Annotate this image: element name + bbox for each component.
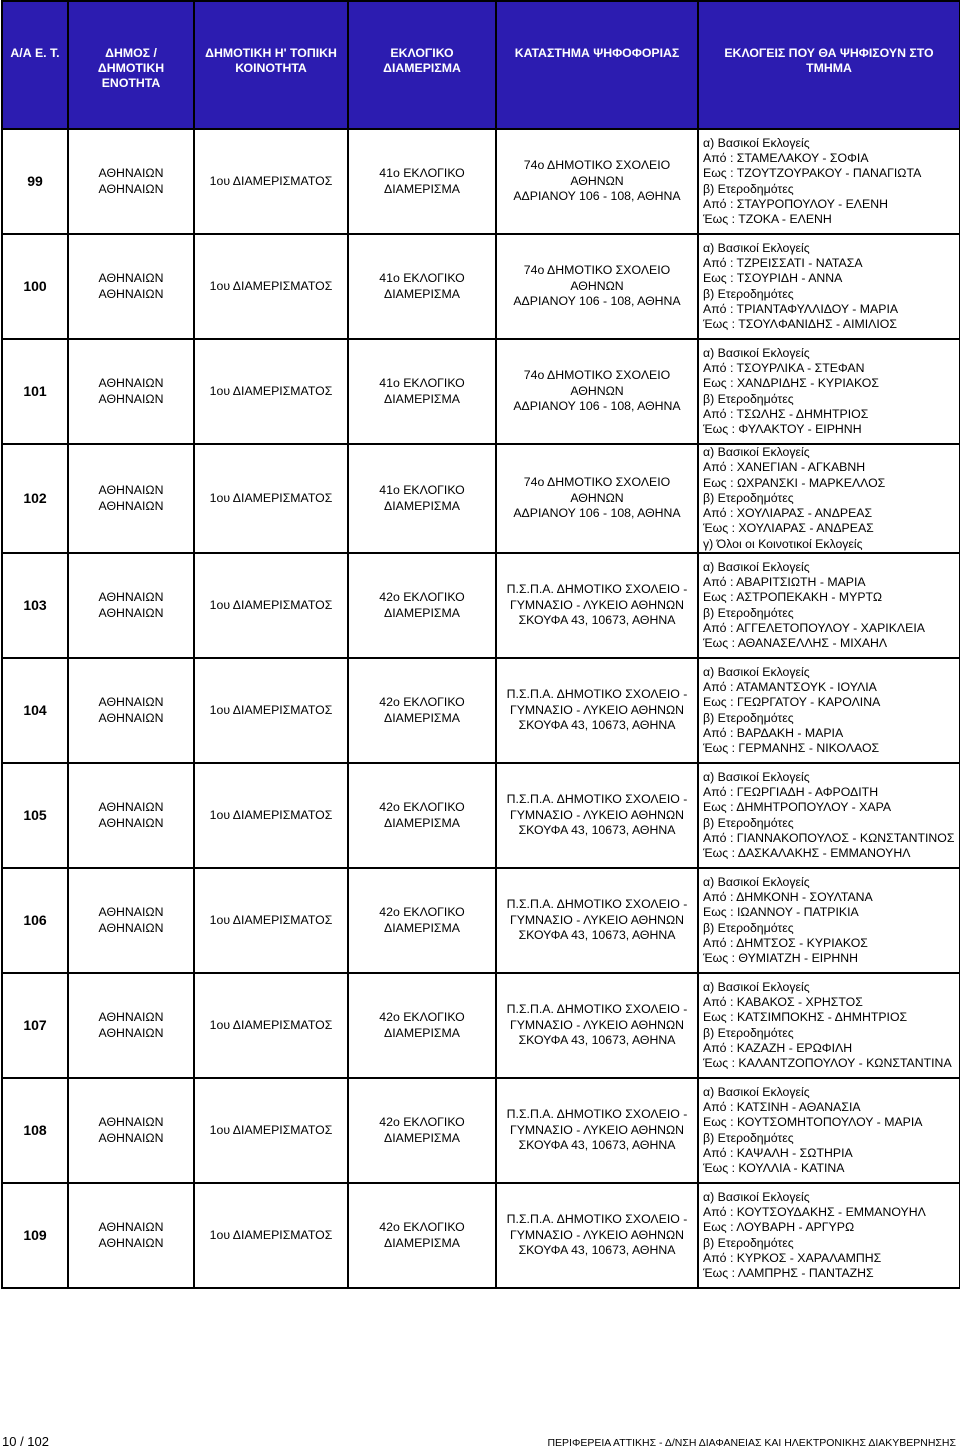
district-line: ΔΙΑΜΕΡΙΣΜΑ xyxy=(384,391,460,406)
col-header-diamerisma: ΕΚΛΟΓΙΚΟ ΔΙΑΜΕΡΙΣΜΑ xyxy=(348,1,496,129)
voters-line: α) Βασικοί Εκλογείς xyxy=(703,664,810,679)
voters-line: α) Βασικοί Εκλογείς xyxy=(703,769,810,784)
municipality-line: ΑΘΗΝΑΙΩΝ xyxy=(98,181,164,196)
municipality-line: ΑΘΗΝΑΙΩΝ xyxy=(98,1025,164,1040)
community-cell: 1ου ΔΙΑΜΕΡΙΣΜΑΤΟΣ xyxy=(194,1078,348,1183)
voters-line: Έως : ΚΟΥΛΛΙΑ - ΚΑΤΙΝΑ xyxy=(703,1161,845,1176)
district-line: ΔΙΑΜΕΡΙΣΜΑ xyxy=(384,1025,460,1040)
voters-cell xyxy=(698,444,960,553)
voters-line: Εως : ΩΧΡΑΝΣΚΙ - ΜΑΡΚΕΛΛΟΣ xyxy=(703,475,886,490)
voters-line: Από : ΣΤΑΜΕΛΑΚΟΥ - ΣΟΦΙΑ xyxy=(703,150,869,165)
voters-line: Από : ΤΖΡΕΙΣΣΑΤΙ - ΝΑΤΑΣΑ xyxy=(703,255,863,270)
district-cell xyxy=(348,868,496,973)
municipality-line: ΑΘΗΝΑΙΩΝ xyxy=(98,1115,164,1130)
municipality-cell xyxy=(68,658,194,763)
district-cell xyxy=(348,444,496,553)
voters-cell xyxy=(698,868,960,973)
polling-station-line: ΣΚΟΥΦΑ 43, 10673, ΑΘΗΝΑ xyxy=(518,823,676,838)
row-number: 103 xyxy=(2,553,68,658)
voters-line: Από : ΔΗΜΤΣΟΣ - ΚΥΡΙΑΚΟΣ xyxy=(703,935,868,950)
voters-line: Εως : ΤΣΟΥΡΙΔΗ - ΑΝΝΑ xyxy=(703,271,843,286)
voters-cell xyxy=(698,553,960,658)
municipality-cell xyxy=(68,973,194,1078)
voters-cell xyxy=(698,129,960,234)
voters-line: α) Βασικοί Εκλογείς xyxy=(703,874,810,889)
table-row xyxy=(2,234,960,339)
voters-line: Έως : ΚΑΛΑΝΤΖΟΠΟΥΛΟΥ - ΚΩΝΣΤΑΝΤΙΝΑ xyxy=(703,1056,952,1071)
polling-station-cell xyxy=(496,129,698,234)
voters-line: Από : ΚΑΤΣΙΝΗ - ΑΘΑΝΑΣΙΑ xyxy=(703,1099,861,1114)
polling-station-cell xyxy=(496,763,698,868)
polling-station-cell xyxy=(496,444,698,553)
polling-station-line: ΑΔΡΙΑΝΟΥ 106 - 108, ΑΘΗΝΑ xyxy=(513,189,681,204)
district-line: 42ο ΕΚΛΟΓΙΚΟ xyxy=(379,1010,465,1025)
community-cell: 1ου ΔΙΑΜΕΡΙΣΜΑΤΟΣ xyxy=(194,868,348,973)
municipality-line: ΑΘΗΝΑΙΩΝ xyxy=(98,605,164,620)
polling-station-line: 74ο ΔΗΜΟΤΙΚΟ ΣΧΟΛΕΙΟ xyxy=(523,263,671,278)
polling-station-cell xyxy=(496,973,698,1078)
district-line: ΔΙΑΜΕΡΙΣΜΑ xyxy=(384,1235,460,1250)
voters-line: Εως : ΑΣΤΡΟΠΕΚΑΚΗ - ΜΥΡΤΩ xyxy=(703,590,883,605)
polling-station-line: ΣΚΟΥΦΑ 43, 10673, ΑΘΗΝΑ xyxy=(518,1243,676,1258)
municipality-line: ΑΘΗΝΑΙΩΝ xyxy=(98,1235,164,1250)
voters-line: Από : ΚΑΒΑΚΟΣ - ΧΡΗΣΤΟΣ xyxy=(703,994,863,1009)
district-line: 42ο ΕΚΛΟΓΙΚΟ xyxy=(379,905,465,920)
polling-station-line: Π.Σ.Π.Α. ΔΗΜΟΤΙΚΟ ΣΧΟΛΕΙΟ - xyxy=(506,687,688,702)
voters-line: Από : ΒΑΡΔΑΚΗ - ΜΑΡΙΑ xyxy=(703,725,844,740)
polling-station-line: ΣΚΟΥΦΑ 43, 10673, ΑΘΗΝΑ xyxy=(518,1033,676,1048)
district-cell xyxy=(348,658,496,763)
municipality-line: ΑΘΗΝΑΙΩΝ xyxy=(98,815,164,830)
polling-station-cell xyxy=(496,553,698,658)
municipality-line: ΑΘΗΝΑΙΩΝ xyxy=(98,590,164,605)
row-number: 102 xyxy=(2,444,68,553)
polling-station-line: 74ο ΔΗΜΟΤΙΚΟ ΣΧΟΛΕΙΟ xyxy=(523,368,671,383)
col-header-katastima: ΚΑΤΑΣΤΗΜΑ ΨΗΦΟΦΟΡΙΑΣ xyxy=(496,1,698,129)
community-cell: 1ου ΔΙΑΜΕΡΙΣΜΑΤΟΣ xyxy=(194,234,348,339)
voters-cell xyxy=(698,763,960,868)
organization-name: ΠΕΡΙΦΕΡΕΙΑ ΑΤΤΙΚΗΣ - Δ/ΝΣΗ ΔΙΑΦΑΝΕΙΑΣ ΚΑΙ ΗΛΕΚΤΡΟΝΙΚΗΣ ΔΙΑΚΥΒΕΡΝΗΣΗΣ xyxy=(547,1437,956,1449)
municipality-line: ΑΘΗΝΑΙΩΝ xyxy=(98,271,164,286)
district-cell xyxy=(348,763,496,868)
district-cell xyxy=(348,1078,496,1183)
page-number: 10 / 102 xyxy=(2,1434,49,1449)
polling-station-line: Π.Σ.Π.Α. ΔΗΜΟΤΙΚΟ ΣΧΟΛΕΙΟ - xyxy=(506,897,688,912)
district-line: ΔΙΑΜΕΡΙΣΜΑ xyxy=(384,1130,460,1145)
district-line: 41ο ΕΚΛΟΓΙΚΟ xyxy=(379,271,465,286)
polling-station-cell xyxy=(496,339,698,444)
district-cell xyxy=(348,234,496,339)
voters-line: α) Βασικοί Εκλογείς xyxy=(703,240,810,255)
voters-line: Από : ΤΣΟΥΡΛΙΚΑ - ΣΤΕΦΑΝ xyxy=(703,360,865,375)
polling-station-cell xyxy=(496,868,698,973)
district-cell xyxy=(348,1183,496,1288)
voters-line: Έως : ΘΥΜΙΑΤΖΗ - ΕΙΡΗΝΗ xyxy=(703,951,859,966)
municipality-line: ΑΘΗΝΑΙΩΝ xyxy=(98,483,164,498)
voters-line: Από : ΣΤΑΥΡΟΠΟΥΛΟΥ - ΕΛΕΝΗ xyxy=(703,196,888,211)
col-header-koinotita: ΔΗΜΟΤΙΚΗ Η' ΤΟΠΙΚΗ ΚΟΙΝΟΤΗΤΑ xyxy=(194,1,348,129)
row-number: 104 xyxy=(2,658,68,763)
polling-station-line: ΑΔΡΙΑΝΟΥ 106 - 108, ΑΘΗΝΑ xyxy=(513,294,681,309)
voters-line: α) Βασικοί Εκλογείς xyxy=(703,345,810,360)
municipality-line: ΑΘΗΝΑΙΩΝ xyxy=(98,498,164,513)
voters-line: Εως : ΙΩΑΝΝΟΥ - ΠΑΤΡΙΚΙΑ xyxy=(703,905,859,920)
municipality-cell xyxy=(68,444,194,553)
voters-cell xyxy=(698,1183,960,1288)
polling-station-cell xyxy=(496,658,698,763)
polling-station-line: Π.Σ.Π.Α. ΔΗΜΟΤΙΚΟ ΣΧΟΛΕΙΟ - xyxy=(506,582,688,597)
polling-station-line: ΑΘΗΝΩΝ xyxy=(570,490,624,505)
voters-line: Έως : ΔΑΣΚΑΛΑΚΗΣ - ΕΜΜΑΝΟΥΗΛ xyxy=(703,846,911,861)
polling-station-line: ΓΥΜΝΑΣΙΟ - ΛΥΚΕΙΟ ΑΘΗΝΩΝ xyxy=(509,1017,685,1032)
district-line: 41ο ΕΚΛΟΓΙΚΟ xyxy=(379,483,465,498)
community-cell: 1ου ΔΙΑΜΕΡΙΣΜΑΤΟΣ xyxy=(194,129,348,234)
voters-line: Εως : ΚΟΥΤΣΟΜΗΤΟΠΟΥΛΟΥ - ΜΑΡΙΑ xyxy=(703,1115,923,1130)
row-number: 107 xyxy=(2,973,68,1078)
municipality-cell xyxy=(68,129,194,234)
polling-station-cell xyxy=(496,234,698,339)
voters-line: β) Ετεροδημότες xyxy=(703,710,794,725)
polling-station-line: Π.Σ.Π.Α. ΔΗΜΟΤΙΚΟ ΣΧΟΛΕΙΟ - xyxy=(506,792,688,807)
district-cell xyxy=(348,129,496,234)
polling-station-cell xyxy=(496,1183,698,1288)
district-line: 42ο ΕΚΛΟΓΙΚΟ xyxy=(379,590,465,605)
row-number: 99 xyxy=(2,129,68,234)
district-line: ΔΙΑΜΕΡΙΣΜΑ xyxy=(384,181,460,196)
voters-line: Από : ΓΙΑΝΝΑΚΟΠΟΥΛΟΣ - ΚΩΝΣΤΑΝΤΙΝΟΣ xyxy=(703,830,955,845)
row-number: 101 xyxy=(2,339,68,444)
voters-line: β) Ετεροδημότες xyxy=(703,391,794,406)
district-line: ΔΙΑΜΕΡΙΣΜΑ xyxy=(384,286,460,301)
table-row xyxy=(2,868,960,973)
community-cell: 1ου ΔΙΑΜΕΡΙΣΜΑΤΟΣ xyxy=(194,444,348,553)
community-cell: 1ου ΔΙΑΜΕΡΙΣΜΑΤΟΣ xyxy=(194,1183,348,1288)
table-row xyxy=(2,973,960,1078)
col-header-eklogeis: ΕΚΛΟΓΕΙΣ ΠΟΥ ΘΑ ΨΗΦΙΣΟΥΝ ΣΤΟ ΤΜΗΜΑ xyxy=(698,1,960,129)
voters-line: Από : ΔΗΜΚΟΝΗ - ΣΟΥΛΤΑΝΑ xyxy=(703,889,873,904)
voters-line: Από : ΑΒΑΡΙΤΣΙΩΤΗ - ΜΑΡΙΑ xyxy=(703,574,866,589)
polling-station-line: ΣΚΟΥΦΑ 43, 10673, ΑΘΗΝΑ xyxy=(518,613,676,628)
voters-line: α) Βασικοί Εκλογείς xyxy=(703,559,810,574)
polling-station-line: ΓΥΜΝΑΣΙΟ - ΛΥΚΕΙΟ ΑΘΗΝΩΝ xyxy=(509,597,685,612)
polling-station-line: 74ο ΔΗΜΟΤΙΚΟ ΣΧΟΛΕΙΟ xyxy=(523,475,671,490)
district-line: 41ο ΕΚΛΟΓΙΚΟ xyxy=(379,166,465,181)
row-number: 100 xyxy=(2,234,68,339)
voters-line: Έως : ΑΘΑΝΑΣΕΛΛΗΣ - ΜΙΧΑΗΛ xyxy=(703,636,888,651)
municipality-line: ΑΘΗΝΑΙΩΝ xyxy=(98,1010,164,1025)
voters-line: Έως : ΤΣΟΥΛΦΑΝΙΔΗΣ - ΑΙΜΙΛΙΟΣ xyxy=(703,317,897,332)
district-line: ΔΙΑΜΕΡΙΣΜΑ xyxy=(384,605,460,620)
voters-line: Εως : ΤΖΟΥΤΖΟΥΡΑΚΟΥ - ΠΑΝΑΓΙΩΤΑ xyxy=(703,166,922,181)
voters-line: Από : ΤΡΙΑΝΤΑΦΥΛΛΙΔΟΥ - ΜΑΡΙΑ xyxy=(703,301,899,316)
voters-line: β) Ετεροδημότες xyxy=(703,605,794,620)
row-number: 106 xyxy=(2,868,68,973)
voters-line: Από : ΚΟΥΤΣΟΥΔΑΚΗΣ - ΕΜΜΑΝΟΥΗΛ xyxy=(703,1204,926,1219)
municipality-cell xyxy=(68,234,194,339)
table-row xyxy=(2,658,960,763)
voters-line: β) Ετεροδημότες xyxy=(703,1130,794,1145)
district-line: ΔΙΑΜΕΡΙΣΜΑ xyxy=(384,710,460,725)
polling-station-cell xyxy=(496,1078,698,1183)
voters-cell xyxy=(698,234,960,339)
community-cell: 1ου ΔΙΑΜΕΡΙΣΜΑΤΟΣ xyxy=(194,658,348,763)
voters-line: Από : ΚΥΡΚΟΣ - ΧΑΡΑΛΑΜΠΗΣ xyxy=(703,1250,882,1265)
municipality-line: ΑΘΗΝΑΙΩΝ xyxy=(98,710,164,725)
voters-line: β) Ετεροδημότες xyxy=(703,815,794,830)
polling-station-line: ΓΥΜΝΑΣΙΟ - ΛΥΚΕΙΟ ΑΘΗΝΩΝ xyxy=(509,807,685,822)
voters-line: β) Ετεροδημότες xyxy=(703,490,794,505)
polling-station-line: ΑΔΡΙΑΝΟΥ 106 - 108, ΑΘΗΝΑ xyxy=(513,506,681,521)
community-cell: 1ου ΔΙΑΜΕΡΙΣΜΑΤΟΣ xyxy=(194,339,348,444)
voters-line: β) Ετεροδημότες xyxy=(703,1235,794,1250)
district-line: ΔΙΑΜΕΡΙΣΜΑ xyxy=(384,815,460,830)
voters-line: γ) Όλοι οι Κοινοτικοί Εκλογείς xyxy=(703,536,863,551)
polling-station-line: 74ο ΔΗΜΟΤΙΚΟ ΣΧΟΛΕΙΟ xyxy=(523,158,671,173)
page-footer xyxy=(0,1434,960,1449)
voters-line: Εως : ΓΕΩΡΓΑΤΟΥ - ΚΑΡΟΛΙΝΑ xyxy=(703,695,881,710)
polling-station-line: ΓΥΜΝΑΣΙΟ - ΛΥΚΕΙΟ ΑΘΗΝΩΝ xyxy=(509,1227,685,1242)
voters-line: Έως : ΓΕΡΜΑΝΗΣ - ΝΙΚΟΛΑΟΣ xyxy=(703,741,880,756)
municipality-line: ΑΘΗΝΑΙΩΝ xyxy=(98,391,164,406)
polling-station-line: ΣΚΟΥΦΑ 43, 10673, ΑΘΗΝΑ xyxy=(518,1138,676,1153)
voters-cell xyxy=(698,658,960,763)
community-cell: 1ου ΔΙΑΜΕΡΙΣΜΑΤΟΣ xyxy=(194,973,348,1078)
voters-line: Από : ΚΑΨΑΛΗ - ΣΩΤΗΡΙΑ xyxy=(703,1145,853,1160)
municipality-line: ΑΘΗΝΑΙΩΝ xyxy=(98,695,164,710)
voters-line: β) Ετεροδημότες xyxy=(703,181,794,196)
voters-line: Από : ΚΑΖΑΖΗ - ΕΡΩΦΙΛΗ xyxy=(703,1040,853,1055)
municipality-line: ΑΘΗΝΑΙΩΝ xyxy=(98,920,164,935)
voters-line: β) Ετεροδημότες xyxy=(703,1025,794,1040)
table-body xyxy=(2,129,960,1288)
polling-station-line: ΓΥΜΝΑΣΙΟ - ΛΥΚΕΙΟ ΑΘΗΝΩΝ xyxy=(509,1122,685,1137)
row-number: 105 xyxy=(2,763,68,868)
municipality-cell xyxy=(68,868,194,973)
community-cell: 1ου ΔΙΑΜΕΡΙΣΜΑΤΟΣ xyxy=(194,553,348,658)
voters-line: Από : ΤΣΩΛΗΣ - ΔΗΜΗΤΡΙΟΣ xyxy=(703,406,869,421)
municipality-cell xyxy=(68,339,194,444)
municipality-cell xyxy=(68,763,194,868)
polling-station-line: Π.Σ.Π.Α. ΔΗΜΟΤΙΚΟ ΣΧΟΛΕΙΟ - xyxy=(506,1212,688,1227)
voters-line: α) Βασικοί Εκλογείς xyxy=(703,1189,810,1204)
polling-table xyxy=(1,0,960,1289)
voters-line: β) Ετεροδημότες xyxy=(703,920,794,935)
municipality-cell xyxy=(68,1078,194,1183)
voters-line: Εως : ΛΟΥΒΑΡΗ - ΑΡΓΥΡΩ xyxy=(703,1220,855,1235)
table-row xyxy=(2,553,960,658)
district-line: 42ο ΕΚΛΟΓΙΚΟ xyxy=(379,695,465,710)
table-row xyxy=(2,763,960,868)
voters-line: Έως : ΧΟΥΛΙΑΡΑΣ - ΑΝΔΡΕΑΣ xyxy=(703,521,874,536)
municipality-cell xyxy=(68,1183,194,1288)
voters-line: α) Βασικοί Εκλογείς xyxy=(703,135,810,150)
polling-station-line: Π.Σ.Π.Α. ΔΗΜΟΤΙΚΟ ΣΧΟΛΕΙΟ - xyxy=(506,1107,688,1122)
table-row xyxy=(2,339,960,444)
district-line: 42ο ΕΚΛΟΓΙΚΟ xyxy=(379,800,465,815)
municipality-line: ΑΘΗΝΑΙΩΝ xyxy=(98,800,164,815)
polling-station-line: ΓΥΜΝΑΣΙΟ - ΛΥΚΕΙΟ ΑΘΗΝΩΝ xyxy=(509,912,685,927)
voters-line: Από : ΧΟΥΛΙΑΡΑΣ - ΑΝΔΡΕΑΣ xyxy=(703,506,873,521)
voters-line: Από : ΓΕΩΡΓΙΑΔΗ - ΑΦΡΟΔΙΤΗ xyxy=(703,784,879,799)
table-row xyxy=(2,444,960,553)
district-cell xyxy=(348,339,496,444)
voters-line: α) Βασικοί Εκλογείς xyxy=(703,445,810,459)
polling-station-line: ΑΘΗΝΩΝ xyxy=(570,173,624,188)
municipality-line: ΑΘΗΝΑΙΩΝ xyxy=(98,376,164,391)
voters-line: Έως : ΛΑΜΠΡΗΣ - ΠΑΝΤΑΖΗΣ xyxy=(703,1266,874,1281)
table-row xyxy=(2,1183,960,1288)
community-cell: 1ου ΔΙΑΜΕΡΙΣΜΑΤΟΣ xyxy=(194,763,348,868)
voters-line: Από : ΑΓΓΕΛΕΤΟΠΟΥΛΟΥ - ΧΑΡΙΚΛΕΙΑ xyxy=(703,620,925,635)
polling-station-line: ΑΔΡΙΑΝΟΥ 106 - 108, ΑΘΗΝΑ xyxy=(513,399,681,414)
voters-line: Εως : ΔΗΜΗΤΡΟΠΟΥΛΟΥ - ΧΑΡΑ xyxy=(703,800,892,815)
district-line: 41ο ΕΚΛΟΓΙΚΟ xyxy=(379,376,465,391)
col-header-aa: Α/Α Ε. Τ. xyxy=(2,1,68,129)
voters-line: Έως : ΦΥΛΑΚΤΟΥ - ΕΙΡΗΝΗ xyxy=(703,422,862,437)
district-line: ΔΙΑΜΕΡΙΣΜΑ xyxy=(384,920,460,935)
voters-line: Από : ΧΑΝΕΓΙΑΝ - ΑΓΚΑΒΝΗ xyxy=(703,460,866,475)
municipality-line: ΑΘΗΝΑΙΩΝ xyxy=(98,166,164,181)
district-line: 42ο ΕΚΛΟΓΙΚΟ xyxy=(379,1220,465,1235)
voters-line: β) Ετεροδημότες xyxy=(703,286,794,301)
voters-cell xyxy=(698,339,960,444)
voters-line: Από : ΑΤΑΜΑΝΤΣΟΥΚ - ΙΟΥΛΙΑ xyxy=(703,679,877,694)
polling-station-line: ΑΘΗΝΩΝ xyxy=(570,278,624,293)
row-number: 109 xyxy=(2,1183,68,1288)
polling-station-line: ΑΘΗΝΩΝ xyxy=(570,383,624,398)
municipality-line: ΑΘΗΝΑΙΩΝ xyxy=(98,1220,164,1235)
municipality-line: ΑΘΗΝΑΙΩΝ xyxy=(98,905,164,920)
polling-station-line: ΣΚΟΥΦΑ 43, 10673, ΑΘΗΝΑ xyxy=(518,718,676,733)
district-cell xyxy=(348,553,496,658)
table-row xyxy=(2,1078,960,1183)
voters-cell xyxy=(698,973,960,1078)
col-header-dimos: ΔΗΜΟΣ / ΔΗΜΟΤΙΚΗ ΕΝΟΤΗΤΑ xyxy=(68,1,194,129)
table-row xyxy=(2,129,960,234)
voters-line: α) Βασικοί Εκλογείς xyxy=(703,1084,810,1099)
municipality-cell xyxy=(68,553,194,658)
row-number: 108 xyxy=(2,1078,68,1183)
district-cell xyxy=(348,973,496,1078)
municipality-line: ΑΘΗΝΑΙΩΝ xyxy=(98,286,164,301)
voters-line: Εως : ΧΑΝΔΡΙΔΗΣ - ΚΥΡΙΑΚΟΣ xyxy=(703,376,879,391)
voters-line: α) Βασικοί Εκλογείς xyxy=(703,979,810,994)
polling-station-line: ΣΚΟΥΦΑ 43, 10673, ΑΘΗΝΑ xyxy=(518,928,676,943)
voters-cell xyxy=(698,1078,960,1183)
voters-line: Έως : ΤΖΟΚΑ - ΕΛΕΝΗ xyxy=(703,212,832,227)
district-line: 42ο ΕΚΛΟΓΙΚΟ xyxy=(379,1115,465,1130)
municipality-line: ΑΘΗΝΑΙΩΝ xyxy=(98,1130,164,1145)
polling-station-line: Π.Σ.Π.Α. ΔΗΜΟΤΙΚΟ ΣΧΟΛΕΙΟ - xyxy=(506,1002,688,1017)
polling-station-line: ΓΥΜΝΑΣΙΟ - ΛΥΚΕΙΟ ΑΘΗΝΩΝ xyxy=(509,702,685,717)
district-line: ΔΙΑΜΕΡΙΣΜΑ xyxy=(384,498,460,513)
voters-line: Εως : ΚΑΤΣΙΜΠΟΚΗΣ - ΔΗΜΗΤΡΙΟΣ xyxy=(703,1010,908,1025)
header-row xyxy=(2,1,960,129)
